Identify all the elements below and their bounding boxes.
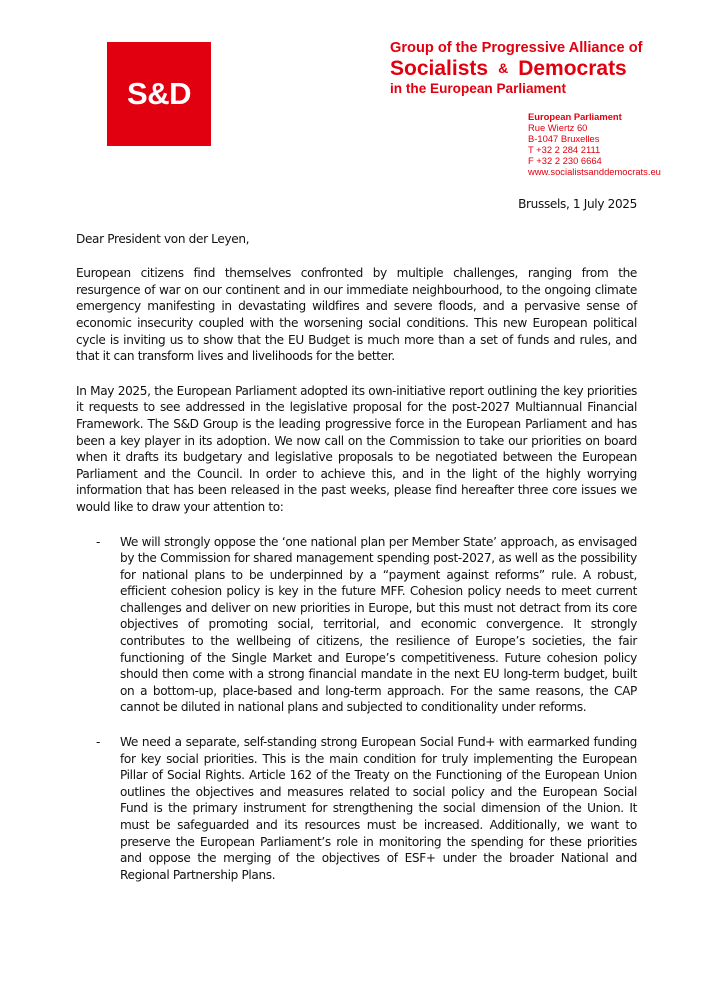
- paragraph-1: European citizens find themselves confronted by multiple challenges, ranging from the resurgence of war on our continent and in our immediate neighbourhood, to the ongoing climate emergency manifesting in devastating wildfires and severe floods, and a pervasive sense of economic insecurity coupled with the worsening social conditions. This new European political cycle is inviting us to show that the EU Budget is much more than a set of funds and rules, and that it can transform lives and livelihoods for the better.: [76, 266, 637, 364]
- group-name-line1: Group of the Progressive Alliance of: [390, 40, 643, 56]
- bullet-text-1: We will strongly oppose the ‘one national plan per Member State’ approach, as envisaged by the Commission for shared management spending post-2027, as well as the possibility for national plans to be underpinned by a “payment against reforms” rule. A robust, efficient cohesion policy is key in the future MFF. Cohesion policy needs to meet current challenges and deliver on new priorities in Europe, but this must not detract from its core objectives of promoting social, territorial, and economic convergence. It strongly contributes to the wellbeing of citizens, the resilience of Europe’s societies, the fair functioning of the Single Market and Europe’s competitiveness. Future cohesion policy should then come with a strong financial mandate in the next EU long-term budget, built on a bottom-up, place-based and long-term approach. For the same reasons, the CAP cannot be diluted in national plans and subjected to conditionality under reforms.: [120, 534, 637, 715]
- group-name-line3: in the European Parliament: [390, 81, 567, 97]
- list-item: [76, 534, 637, 717]
- address-institution: European Parliament: [528, 111, 622, 122]
- letter-body: [76, 196, 637, 901]
- address-website: www.socialistsanddemocrats.eu: [528, 166, 661, 177]
- paragraph-2: In May 2025, the European Parliament adopted its own-initiative report outlining the key priorities it requests to see addressed in the legislative proposal for the post-2027 Multiannual Financial Framework. The S&D Group is the leading progressive force in the European Parliament and has been a key player in its adoption. We now call on the Commission to take our priorities on board when it drafts its budgetary and legislative proposals to be negotiated between the European Parliament and the Council. In order to achieve this, and in the light of the highly worrying information that has been released in the past weeks, please find hereafter three core issues we would like to draw your attention to:: [76, 383, 637, 514]
- group-name-socialists: Socialists: [390, 57, 489, 81]
- list-item: [76, 734, 637, 883]
- sd-logo: [107, 42, 211, 146]
- bullet-dash: -: [96, 735, 101, 750]
- address-phone: T +32 2 284 2111: [528, 144, 601, 155]
- logo-text: S&D: [127, 76, 191, 111]
- address-city: B-1047 Bruxelles: [528, 133, 600, 144]
- letter-salutation: Dear President von der Leyen,: [76, 231, 250, 246]
- letter-date: Brussels, 1 July 2025: [518, 197, 637, 211]
- group-name: [390, 40, 642, 97]
- issues-list: [76, 534, 637, 884]
- bullet-text-2: We need a separate, self-standing strong European Social Fund+ with earmarked funding for key social priorities. This is the main condition for truly implementing the European Pillar of Social Rights. Article 162 of the Treaty on the Functioning of the European Union outlines the objectives and measures related to social policy and the European Social Fund is the primary instrument for strengthening the social dimension of the Union. It must be safeguarded and its resources must be increased. Additionally, we want to preserve the European Parliament’s role in monitoring the spending for these priorities and oppose the merging of the objectives of ESF+ under the broader National and Regional Partnership Plans.: [120, 735, 637, 882]
- bullet-dash: -: [96, 534, 101, 549]
- address-block: [528, 111, 661, 177]
- group-name-democrats: Democrats: [518, 57, 627, 81]
- group-name-ampersand: &: [498, 60, 509, 77]
- address-street: Rue Wiertz 60: [528, 122, 588, 133]
- address-fax: F +32 2 230 6664: [528, 155, 602, 166]
- group-name-line2: [390, 57, 642, 80]
